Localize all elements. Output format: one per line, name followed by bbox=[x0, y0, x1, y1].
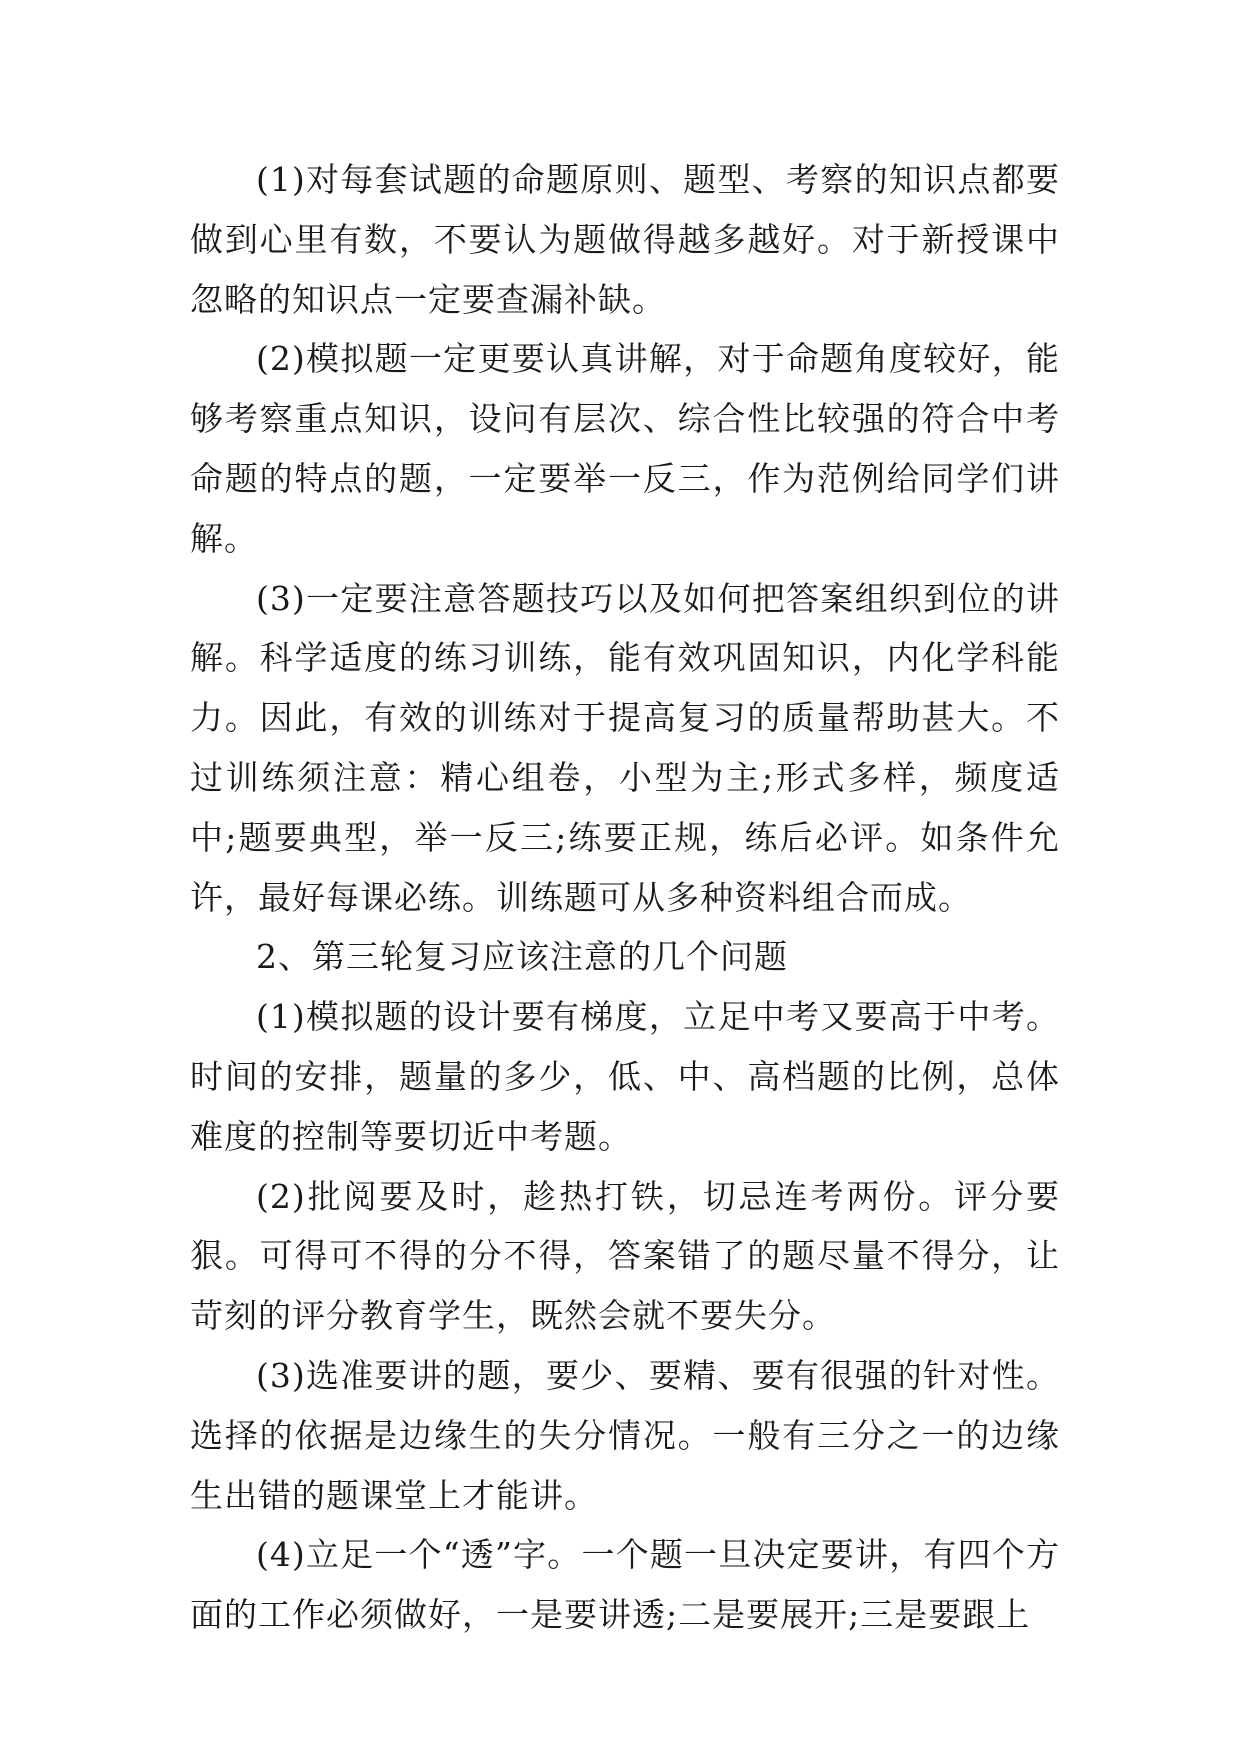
paragraph-5: (2)批阅要及时，趁热打铁，切忌连考两份。评分要狠。可得可不得的分不得，答案错了的题尽量不得分，让苛刻的评分教育学生，既然会就不要失分。 bbox=[190, 1176, 1060, 1336]
paragraph-4: (1)模拟题的设计要有梯度，立足中考又要高于中考。时间的安排，题量的多少，低、中、高档题的比例，总体难度的控制等要切近中考题。 bbox=[190, 997, 1060, 1156]
document-body bbox=[190, 150, 1060, 1645]
paragraph-1: (1)对每套试题的命题原则、题型、考察的知识点都要做到心里有数，不要认为题做得越多越好。对于新授课中忽略的知识点一定要查漏补缺。 bbox=[190, 160, 1060, 319]
paragraph-3: (3)一定要注意答题技巧以及如何把答案组织到位的讲解。科学适度的练习训练，能有效巩固知识，内化学科能力。因此，有效的训练对于提高复习的质量帮助甚大。不过训练须注意：精心组卷，小型为主;形式多样，频度适中;题要典型，举一反三;练要正规，练后必评。如条件允许，最好每课必练。训练题可从多种资料组合而成。 bbox=[190, 578, 1060, 917]
paragraph-7: (4)立足一个“透”字。一个题一旦决定要讲，有四个方面的工作必须做好，一是要讲透;二是要展开;三是要跟上 bbox=[190, 1535, 1060, 1635]
paragraph-6: (3)选准要讲的题，要少、要精、要有很强的针对性。选择的依据是边缘生的失分情况。一般有三分之一的边缘生出错的题课堂上才能讲。 bbox=[190, 1355, 1060, 1515]
paragraph-2: (2)模拟题一定更要认真讲解，对于命题角度较好，能够考察重点知识，设问有层次、综合性比较强的符合中考命题的特点的题，一定要举一反三，作为范例给同学们讲解。 bbox=[190, 339, 1060, 558]
section-heading: 2、第三轮复习应该注意的几个问题 bbox=[256, 937, 788, 977]
